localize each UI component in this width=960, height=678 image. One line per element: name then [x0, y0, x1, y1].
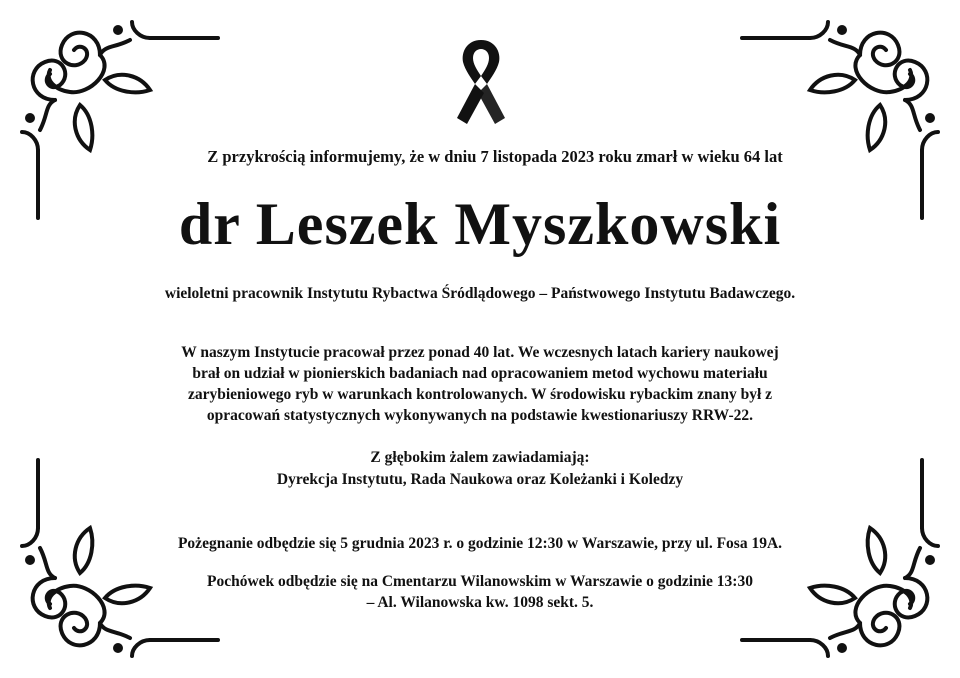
farewell-info: Pożegnanie odbędzie się 5 grudnia 2023 r. o godzinie 12:30 w Warszawie, przy ul. Fosa 19A. — [177, 535, 783, 552]
burial-info-line-2: – Al. Wilanowska kw. 1098 sekt. 5. — [366, 594, 594, 611]
biography-line: opracowań statystycznych wykonywanych na podstawie kwestionariuszy RRW-22. — [206, 407, 754, 424]
biography-line: brał on udział w pionierskich badaniach nad opracowaniem metod wychowu materiału — [192, 365, 768, 382]
mourning-ribbon-icon — [453, 38, 509, 128]
grief-line: Z głębokim żalem zawiadamiają: — [370, 449, 590, 466]
signers-line: Dyrekcja Instytutu, Rada Naukowa oraz Koleżanki i Koledzy — [276, 471, 684, 488]
deceased-name: dr Leszek Myszkowski — [178, 191, 782, 257]
biography-line: W naszym Instytucie pracował przez ponad 40 lat. We wczesnych latach kariery naukowej — [181, 344, 779, 361]
biography-paragraph — [110, 342, 850, 426]
intro-text: Z przykrością informujemy, że w dniu 7 listopada 2023 roku zmarł w wieku 64 lat — [207, 147, 783, 166]
deceased-role: wieloletni pracownik Instytutu Rybactwa Śródlądowego – Państwowego Instytutu Badawczego. — [164, 285, 796, 302]
biography-line: zarybieniowego ryb w warunkach kontrolowanych. W środowisku rybackim znany był z — [187, 386, 773, 403]
burial-info-line-1: Pochówek odbędzie się na Cmentarzu Wilanowskim w Warszawie o godzinie 13:30 — [207, 573, 753, 590]
